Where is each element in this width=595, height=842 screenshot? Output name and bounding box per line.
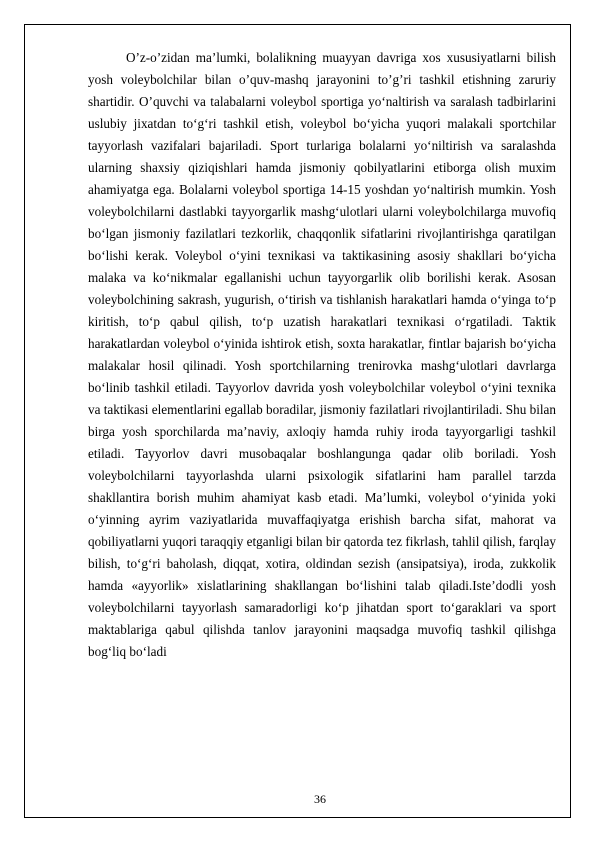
page-number: 36 <box>314 792 326 806</box>
body-paragraph: O’z-o’zidan ma’lumki, bolalikning muayyan davriga xos xususiyatlarni bilish yosh voleybolchilar bilan o’quv-mashq jarayonini to’g’ri tashkil etishning zaruriy shartidir. O’quvchi va talabalarni voleybol sportiga yo‘naltirish va saralash tadbirlarini uslubiy jixatdan to‘g‘ri tashkil etish, voleybol bo‘yicha yuqori malakali sportchilar tayyorlash vazifalari bajariladi. Sport turlariga bolalarni yo‘niltirish va saralashda ularning shaxsiy qiziqishlari hamda jismoniy qobilyatlarini etiborga olish muxim ahamiyatga ega. Bolalarni voleybol sportiga 14-15 yoshdan yo‘naltirish mumkin. Yosh voleybolchilarni dastlabki tayyorgarlik mashg‘ulotlari ularni voleybolchilarga muvofiq bo‘lgan jismoniy fazilatlari tezkorlik, chaqqonlik sifatlarini rivojlantirishga qaratilgan bo‘lishi kerak. Voleybol o‘yini texnikasi va taktikasining asosiy shakllari bo‘yicha malaka va ko‘nikmalar egallanishi uchun tayyorgarlik olib borilishi kerak. Asosan voleybolchining sakrash, yugurish, o‘tirish va tishlanish harakatlari hamda o‘yinga to‘p kiritish, to‘p qabul qilish, to‘p uzatish harakatlari texnikasi o‘rgatiladi. Taktik harakatlardan voleybol o‘yinida ishtirok etish, soxta harakatlar, fintlar bajarish bo‘yicha malakalar hosil qilinadi. Yosh sportchilarning trenirovka mashg‘ulotlari davrlarga bo‘linib tashkil etiladi. Tayyorlov davrida yosh voleybolchilar voleybol o‘yini texnika va taktikasi elementlarini egallab boradilar, jismoniy fazilatlari rivojlantiriladi. Shu bilan birga yosh sporchilarda ma’naviy, axloqiy hamda ruhiy iroda tayyorgarligi tashkil etiladi. Tayyorlov davri musobaqalar boshlangunga qadar olib boriladi. Yosh voleybolchilarni tayyorlashda ularni psixologik sifatlarini ham parallel tarzda shakllantira borish muhim ahamiyat kasb etadi. Ma’lumki, voleybol o‘yinida yoki o‘yinning ayrim vaziyatlarida muvaffaqiyatga erishish barcha sifat, mahorat va qobiliyatlarni yuqori taraqqiy etganligi bilan bir qatorda tez fikrlash, tahlil qilish, farqlay bilish, to‘g‘ri baholash, diqqat, xotira, oldindan sezish (ansipatsiya), iroda, zukkolik hamda «ayyorlik» xislatlarining shakllangan bo‘lishini talab qiladi.Iste’dodli yosh voleybolchilarni tayyorlash samaradorligi ko‘p jihatdan sport to‘garaklari va sport maktablariga qabul qilishda tanlov jarayonini maqsadga muvofiq tashkil qilishga bog‘liq bo‘ladi <box>88 50 556 659</box>
